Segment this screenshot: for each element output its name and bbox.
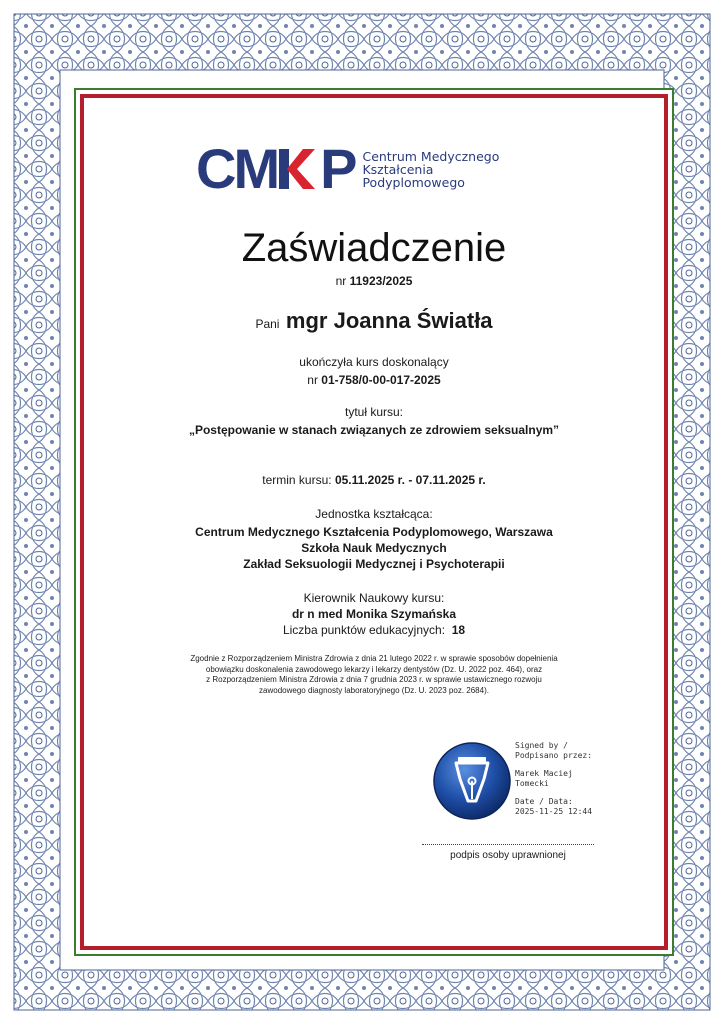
supervisor-name: dr n med Monika Szymańska — [291, 607, 457, 621]
number-prefix: nr — [335, 274, 347, 288]
course-number — [84, 372, 664, 388]
logo-letter-m: M — [233, 137, 278, 200]
recipient-name: mgr Joanna Światła — [285, 308, 493, 333]
course-number-value: 01-758/0-00-017-2025 — [321, 373, 441, 387]
logo-letter-c: C — [196, 137, 234, 200]
logo-k-mark — [277, 146, 319, 192]
course-number-prefix: nr — [307, 373, 318, 387]
signature-caption: podpis osoby uprawnionej — [450, 850, 566, 861]
signature-date-value: 2025-11-25 12:44 — [515, 806, 593, 816]
completed-text: ukończyła kurs doskonalący — [299, 355, 449, 369]
course-title: „Postępowanie w stanach związanych ze zdrowiem seksualnym” — [188, 423, 560, 437]
supervisor-label: Kierownik Naukowy kursu: — [303, 591, 445, 605]
logo-letter-p: P — [320, 137, 355, 200]
certificate-title: Zaświadczenie — [241, 226, 507, 270]
legal-line: zawodowego diagnosty laboratoryjnego (Dz. U. 2023 poz. 2684). — [259, 685, 489, 695]
course-term — [84, 472, 664, 488]
legal-basis — [138, 654, 610, 696]
signer-name: Tomecki — [515, 778, 549, 788]
signature-date-label: Date / Data: — [515, 797, 573, 806]
signed-by-label: Podpisano przez: — [515, 750, 593, 760]
points-value: 18 — [451, 623, 466, 637]
unit-line: Zakład Seksuologii Medycznej i Psychoterapii — [243, 557, 505, 571]
term-label: termin kursu: — [262, 473, 332, 487]
unit-line: Centrum Medycznego Kształcenia Podyplomowego, Warszawa — [195, 525, 553, 539]
cmkp-logo — [196, 137, 500, 200]
fountain-pen-nib-icon — [432, 741, 512, 821]
signer-name: Marek Maciej — [515, 769, 573, 778]
course-title-label: tytuł kursu: — [344, 405, 404, 419]
certificate-body — [84, 98, 664, 946]
logo-wordmark — [362, 150, 499, 189]
digital-signature-info — [515, 741, 635, 816]
legal-line: obowiązku doskonalenia zawodowego lekarzy i lekarzy dentystów (Dz. U. 2022 poz. 464), oraz — [205, 664, 543, 674]
recipient — [84, 308, 664, 334]
education-points — [84, 622, 664, 638]
signed-by-label: Signed by / — [515, 741, 568, 750]
legal-line: z Rozporządzeniem Ministra Zdrowia z dnia 7 grudnia 2023 r. w sprawie ustawicznego rozwoju — [206, 675, 542, 684]
number-value: 11923/2025 — [349, 274, 413, 288]
logo-text-line: Centrum Medycznego — [362, 148, 500, 164]
term-value: 05.11.2025 r. - 07.11.2025 r. — [334, 473, 486, 487]
unit-label: Jednostka kształcąca: — [315, 507, 433, 521]
logo-mark — [196, 137, 355, 200]
unit-line: Szkoła Nauk Medycznych — [301, 541, 447, 555]
logo-text-line: Kształcenia — [362, 161, 434, 177]
legal-line: Zgodnie z Rozporządzeniem Ministra Zdrowia z dnia 21 lutego 2022 r. w sprawie sposobów dopełnienia — [190, 654, 558, 663]
certificate-number — [84, 274, 664, 288]
logo-text-line: Podyplomowego — [362, 174, 465, 190]
signature-line — [422, 844, 594, 845]
recipient-honorific: Pani — [255, 317, 280, 331]
points-label: Liczba punktów edukacyjnych: — [282, 623, 446, 637]
